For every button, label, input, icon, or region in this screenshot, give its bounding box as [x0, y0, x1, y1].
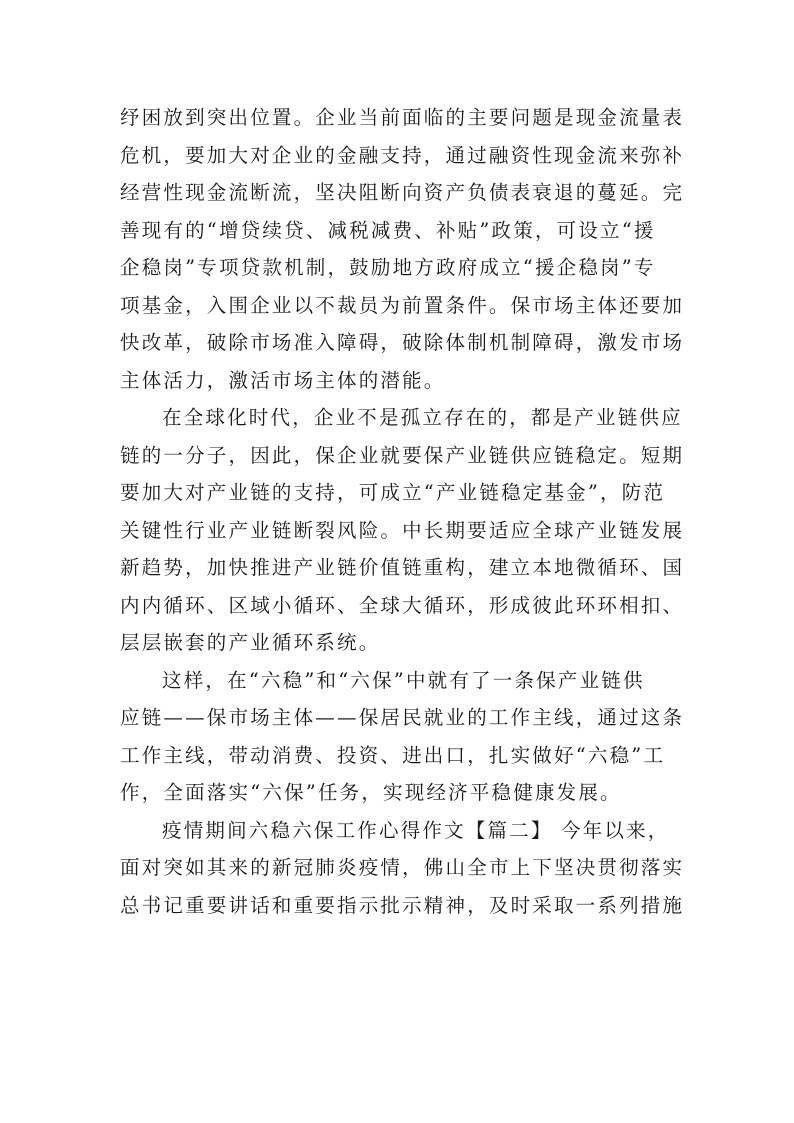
text-line-14: 内内循环、区域小循环、全球大循环，形成彼此环环相扣、 [120, 593, 685, 617]
section-heading-line: 疫情期间六稳六保工作心得作文【篇二】 今年以来， [162, 818, 670, 842]
text-line-1: 纾困放到突出位置。企业当前面临的主要问题是现金流量表 [120, 106, 685, 129]
text-line-3: 经营性现金流断流，坚决阻断向资产负债表衰退的蔓延。完 [120, 181, 685, 204]
text-line-21: 面对突如其来的新冠肺炎疫情，佛山全市上下坚决贯彻落实 [120, 856, 685, 879]
text-line-7: 快改革，破除市场准入障碍，破除体制机制障碍，激发市场 [120, 331, 685, 354]
text-line-22: 总书记重要讲话和重要指示批示精神，及时采取一系列措施 [120, 893, 685, 917]
text-line-5: 企稳岗”专项贷款机制，鼓励地方政府成立“援企稳岗”专 [120, 256, 656, 279]
text-line-4: 善现有的“增贷续贷、减税减费、补贴”政策，可设立“援 [120, 218, 656, 242]
text-line-8: 主体活力，激活市场主体的潜能。 [120, 368, 446, 392]
text-line-17: 应链——保市场主体——保居民就业的工作主线，通过这条 [120, 706, 685, 729]
text-line-11: 要加大对产业链的支持，可成立“产业链稳定基金”，防范 [120, 481, 666, 504]
text-line-13: 新趋势，加快推进产业链价值链重构，建立本地微循环、国 [120, 556, 685, 579]
text-line-10: 链的一分子，因此，保企业就要保产业链供应链稳定。短期 [120, 443, 685, 467]
text-line-12: 关键性行业产业链断裂风险。中长期要适应全球产业链发展 [120, 518, 685, 542]
paragraph-start-line: 在全球化时代，企业不是孤立存在的，都是产业链供应 [162, 406, 683, 429]
text-line-18: 工作主线，带动消费、投资、进出口，扎实做好“六稳”工 [120, 743, 666, 767]
text-line-2: 危机，要加大对企业的金融支持，通过融资性现金流来弥补 [120, 143, 685, 167]
paragraph-start-line: 这样，在“六稳”和“六保”中就有了一条保产业链供 [162, 668, 645, 692]
body-text [120, 99, 685, 924]
text-line-19: 作，全面落实“六保”任务，实现经济平稳健康发展。 [120, 781, 622, 804]
text-line-15: 层层嵌套的产业循环系统。 [120, 631, 381, 654]
text-line-6: 项基金，入围企业以不裁员为前置条件。保市场主体还要加 [120, 293, 685, 317]
